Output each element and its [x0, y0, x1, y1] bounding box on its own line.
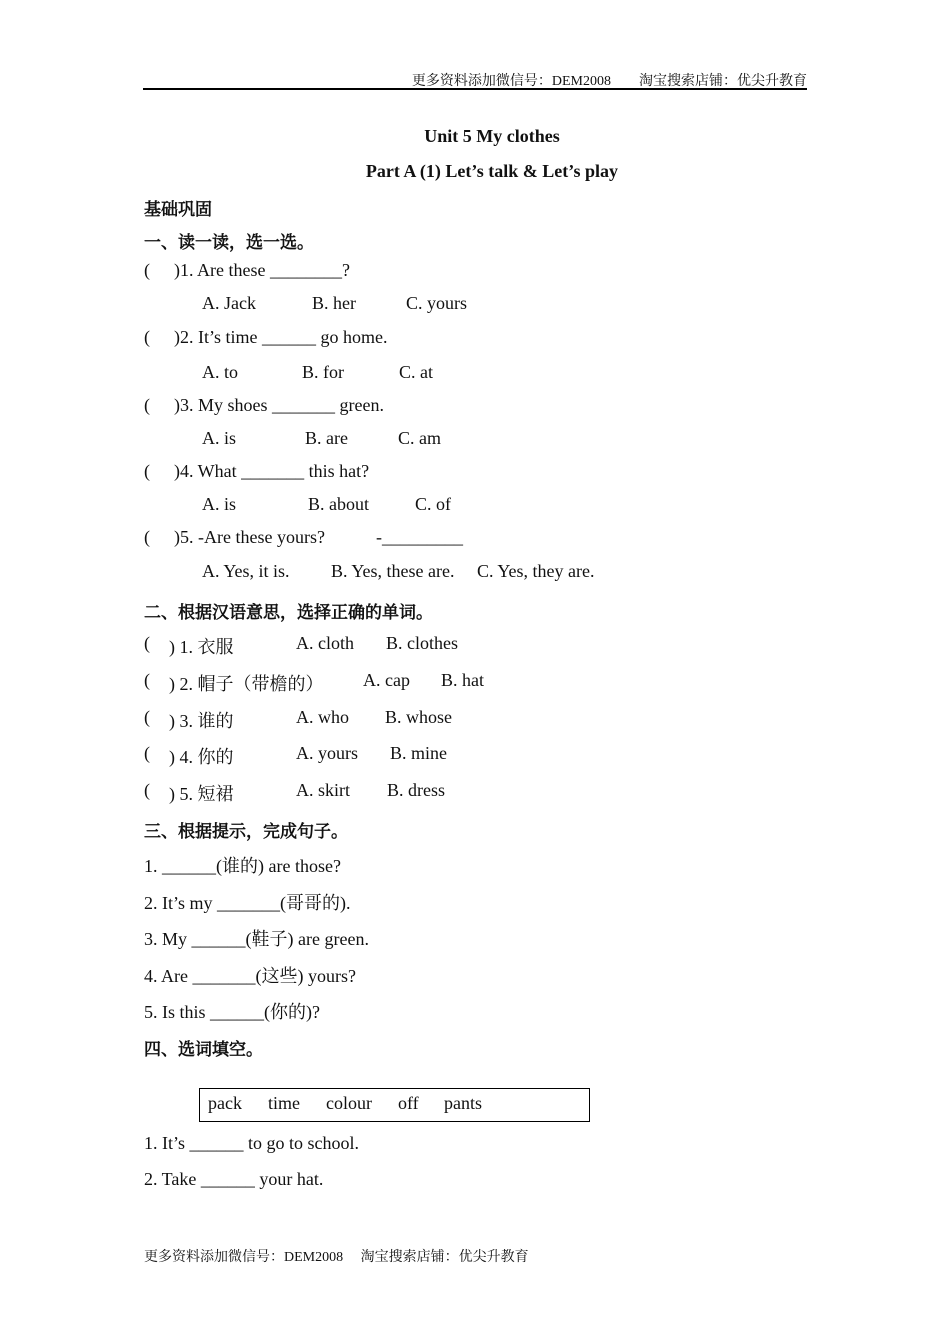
- option-a: A. Yes, it is.: [202, 561, 290, 581]
- answer-paren: (: [144, 260, 150, 280]
- option-a: A. cap: [363, 670, 410, 690]
- option-b: B. are: [305, 428, 348, 448]
- sentence-5: 5. Is this ______(你的)?: [144, 1002, 320, 1022]
- section-basic-heading: 基础巩固: [144, 200, 212, 220]
- word-bank-item: colour: [326, 1093, 372, 1113]
- option-b: B. about: [308, 494, 369, 514]
- question-stem: )5. -Are these yours?: [174, 527, 325, 547]
- question-stem: )3. My shoes _______ green.: [174, 395, 384, 415]
- question-stem: )2. It’s time ______ go home.: [174, 327, 388, 347]
- option-c: C. yours: [406, 293, 468, 313]
- option-b: B. hat: [441, 670, 484, 690]
- answer-paren: (: [144, 633, 150, 653]
- response-blank: -_________: [376, 527, 463, 547]
- option-b: B. for: [302, 362, 344, 382]
- part-title: Part A (1) Let’s talk & Let’s play: [365, 161, 619, 181]
- part2-heading: 二、根据汉语意思，选择正确的单词。: [144, 603, 433, 623]
- question-stem: )4. What _______ this hat?: [174, 461, 370, 481]
- option-a: A. is: [202, 494, 237, 514]
- word-bank-item: time: [268, 1093, 300, 1113]
- chinese-prompt: ) 5. 短裙: [169, 784, 234, 804]
- option-b: B. dress: [387, 780, 445, 800]
- part3-heading: 三、根据提示，完成句子。: [144, 822, 348, 842]
- option-a: A. yours: [296, 743, 358, 763]
- answer-paren: (: [144, 327, 150, 347]
- answer-paren: (: [144, 527, 150, 547]
- word-bank-item: pack: [208, 1093, 242, 1113]
- option-b: B. whose: [385, 707, 452, 727]
- fill-sentence-1: 1. It’s ______ to go to school.: [144, 1133, 359, 1153]
- option-a: A. cloth: [296, 633, 354, 653]
- answer-paren: (: [144, 395, 150, 415]
- sentence-2: 2. It’s my _______(哥哥的).: [144, 893, 351, 913]
- part4-heading: 四、选词填空。: [144, 1040, 263, 1060]
- answer-paren: (: [144, 743, 150, 763]
- page-footer: 更多资料添加微信号：DEM2008 淘宝搜索店铺：优尖升教育: [144, 1250, 529, 1265]
- option-a: A. skirt: [296, 780, 350, 800]
- option-a: A. is: [202, 428, 237, 448]
- option-c: C. at: [399, 362, 433, 382]
- option-a: A. Jack: [202, 293, 256, 313]
- answer-paren: (: [144, 707, 150, 727]
- option-b: B. Yes, these are.: [331, 561, 455, 581]
- option-b: B. mine: [390, 743, 447, 763]
- answer-paren: (: [144, 780, 150, 800]
- chinese-prompt: ) 3. 谁的: [169, 711, 234, 731]
- option-a: A. who: [296, 707, 349, 727]
- question-stem: )1. Are these ________?: [174, 260, 350, 280]
- option-c: C. Yes, they are.: [477, 561, 595, 581]
- word-bank: [199, 1088, 590, 1122]
- option-b: B. clothes: [386, 633, 458, 653]
- chinese-prompt: ) 1. 衣服: [169, 637, 234, 657]
- sentence-1: 1. ______(谁的) are those?: [144, 856, 341, 876]
- word-bank-item: pants: [444, 1093, 482, 1113]
- part1-heading: 一、读一读，选一选。: [144, 233, 314, 253]
- sentence-4: 4. Are _______(这些) yours?: [144, 966, 356, 986]
- answer-paren: (: [144, 461, 150, 481]
- sentence-3: 3. My ______(鞋子) are green.: [144, 929, 369, 949]
- option-c: C. of: [415, 494, 451, 514]
- option-c: C. am: [398, 428, 441, 448]
- option-b: B. her: [312, 293, 356, 313]
- page-header: 更多资料添加微信号：DEM2008 淘宝搜索店铺：优尖升教育: [411, 74, 807, 89]
- header-rule: [143, 88, 807, 90]
- chinese-prompt: ) 4. 你的: [169, 747, 234, 767]
- option-a: A. to: [202, 362, 238, 382]
- chinese-prompt: ) 2. 帽子（带檐的）: [169, 674, 324, 694]
- answer-paren: (: [144, 670, 150, 690]
- word-bank-item: off: [398, 1093, 419, 1113]
- fill-sentence-2: 2. Take ______ your hat.: [144, 1169, 324, 1189]
- unit-title: Unit 5 My clothes: [424, 126, 560, 146]
